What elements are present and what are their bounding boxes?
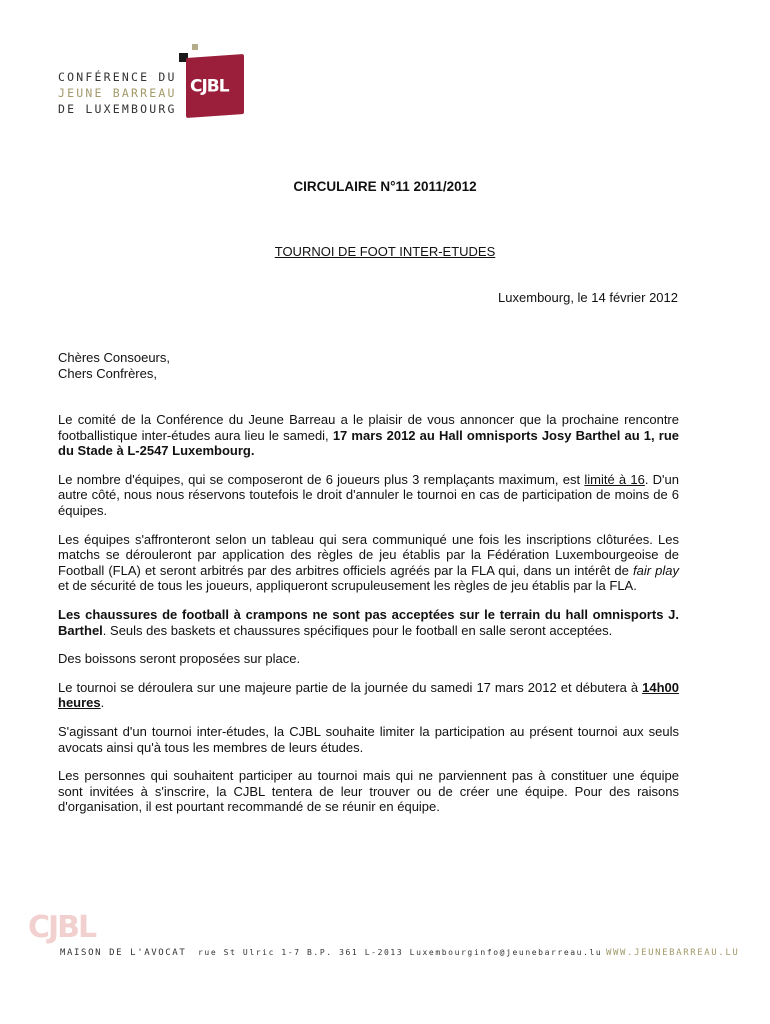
salutation-line-2: Chers Confrères, bbox=[58, 366, 157, 381]
p3-text-a: Les équipes s'affronteront selon un tableau qui sera communiqué une fois les inscriptions clôturées. Les matchs se dérouleront par application des règles de jeu établis par la Fédération Luxembourgeoise de Football (FLA) et seront arbitrés par des arbitres officiels agréés par la FLA qui, dans un intérêt de bbox=[58, 531, 679, 578]
salutation bbox=[58, 350, 170, 382]
footer-logo bbox=[28, 910, 168, 945]
document-subtitle: TOURNOI DE FOOT INTER-ETUDES bbox=[274, 244, 496, 259]
paragraph-5: Des boissons seront proposées sur place. bbox=[58, 651, 301, 667]
p3-text-c: et de sécurité de tous les joueurs, appliqueront scrupuleusement les règles de jeu établis par la FLA. bbox=[58, 578, 637, 594]
footer-logo-text: CJBL bbox=[28, 910, 96, 945]
paragraph-8: Les personnes qui souhaitent participer au tournoi mais qui ne parviennent pas à constituer une équipe sont invitées à s'inscrire, la CJBL tentera de leur trouver ou de créer une équipe. Pour des raisons d'organisation, il est pourtant recommandé de se réunir en équipe. bbox=[58, 768, 679, 815]
p2-text-a: Le nombre d'équipes, qui se composeront de 6 joueurs plus 3 remplaçants maximum, est bbox=[58, 471, 585, 487]
paragraph-4 bbox=[58, 607, 679, 638]
logo-badge-text: CJBL bbox=[190, 76, 229, 97]
p6-bold-underline: 14h00 heures bbox=[58, 679, 679, 711]
logo-line-1: CONFÉRENCE DU bbox=[58, 70, 177, 84]
document-date: Luxembourg, le 14 février 2012 bbox=[498, 290, 678, 305]
cjbl-logo bbox=[58, 42, 258, 122]
p2-text-c: . D'un autre côté, nous nous réservons toutefois le droit d'annuler le tournoi en cas de participation de moins de 6 équipes. bbox=[58, 471, 679, 518]
logo-square-gold bbox=[192, 44, 198, 50]
p4-bold: Les chaussures de football à crampons ne sont pas acceptées sur le terrain du hall omnisports J. Barthel bbox=[58, 606, 679, 638]
p3-italic: fair play bbox=[632, 562, 679, 578]
logo-line-2: JEUNE BARREAU bbox=[58, 86, 177, 100]
footer-website[interactable]: WWW.JEUNEBARREAU.LU bbox=[606, 948, 740, 958]
p2-underline: limité à 16 bbox=[584, 471, 645, 487]
salutation-line-1: Chères Consoeurs, bbox=[58, 350, 170, 365]
letter-body bbox=[58, 412, 679, 828]
paragraph-6 bbox=[58, 680, 679, 711]
paragraph-2 bbox=[58, 472, 679, 519]
logo-line-3: DE LUXEMBOURG bbox=[58, 102, 177, 116]
footer-bp: B.P. 361 L-2013 Luxembourg bbox=[307, 948, 474, 957]
footer-address: rue St Ulric 1-7 bbox=[198, 948, 301, 957]
footer-email[interactable]: info@jeunebarreau.lu bbox=[474, 948, 603, 957]
paragraph-1 bbox=[58, 412, 679, 459]
document-title: CIRCULAIRE N°11 2011/2012 bbox=[293, 179, 477, 194]
p6-text-c: . bbox=[100, 695, 105, 711]
logo-badge bbox=[186, 54, 244, 118]
footer-maison: MAISON DE L'AVOCAT bbox=[60, 948, 187, 958]
p6-text-a: Le tournoi se déroulera sur une majeure partie de la journée du samedi 17 mars 2012 et débutera à bbox=[58, 679, 643, 695]
paragraph-3 bbox=[58, 532, 679, 594]
p1-text: Le comité de la Conférence du Jeune Barreau a le plaisir de vous annoncer que la prochaine rencontre footballistique inter-études aura lieu le samedi, bbox=[58, 412, 679, 443]
p4-text: . Seuls des baskets et chaussures spécifiques pour le football en salle seront acceptées. bbox=[102, 622, 613, 638]
p1-bold: 17 mars 2012 au Hall omnisports Josy Barthel au 1, rue du Stade à L-2547 Luxembourg. bbox=[58, 427, 679, 459]
paragraph-7: S'agissant d'un tournoi inter-études, la CJBL souhaite limiter la participation au présent tournoi aux seuls avocats ainsi qu'à tous les membres de leurs études. bbox=[58, 723, 679, 755]
